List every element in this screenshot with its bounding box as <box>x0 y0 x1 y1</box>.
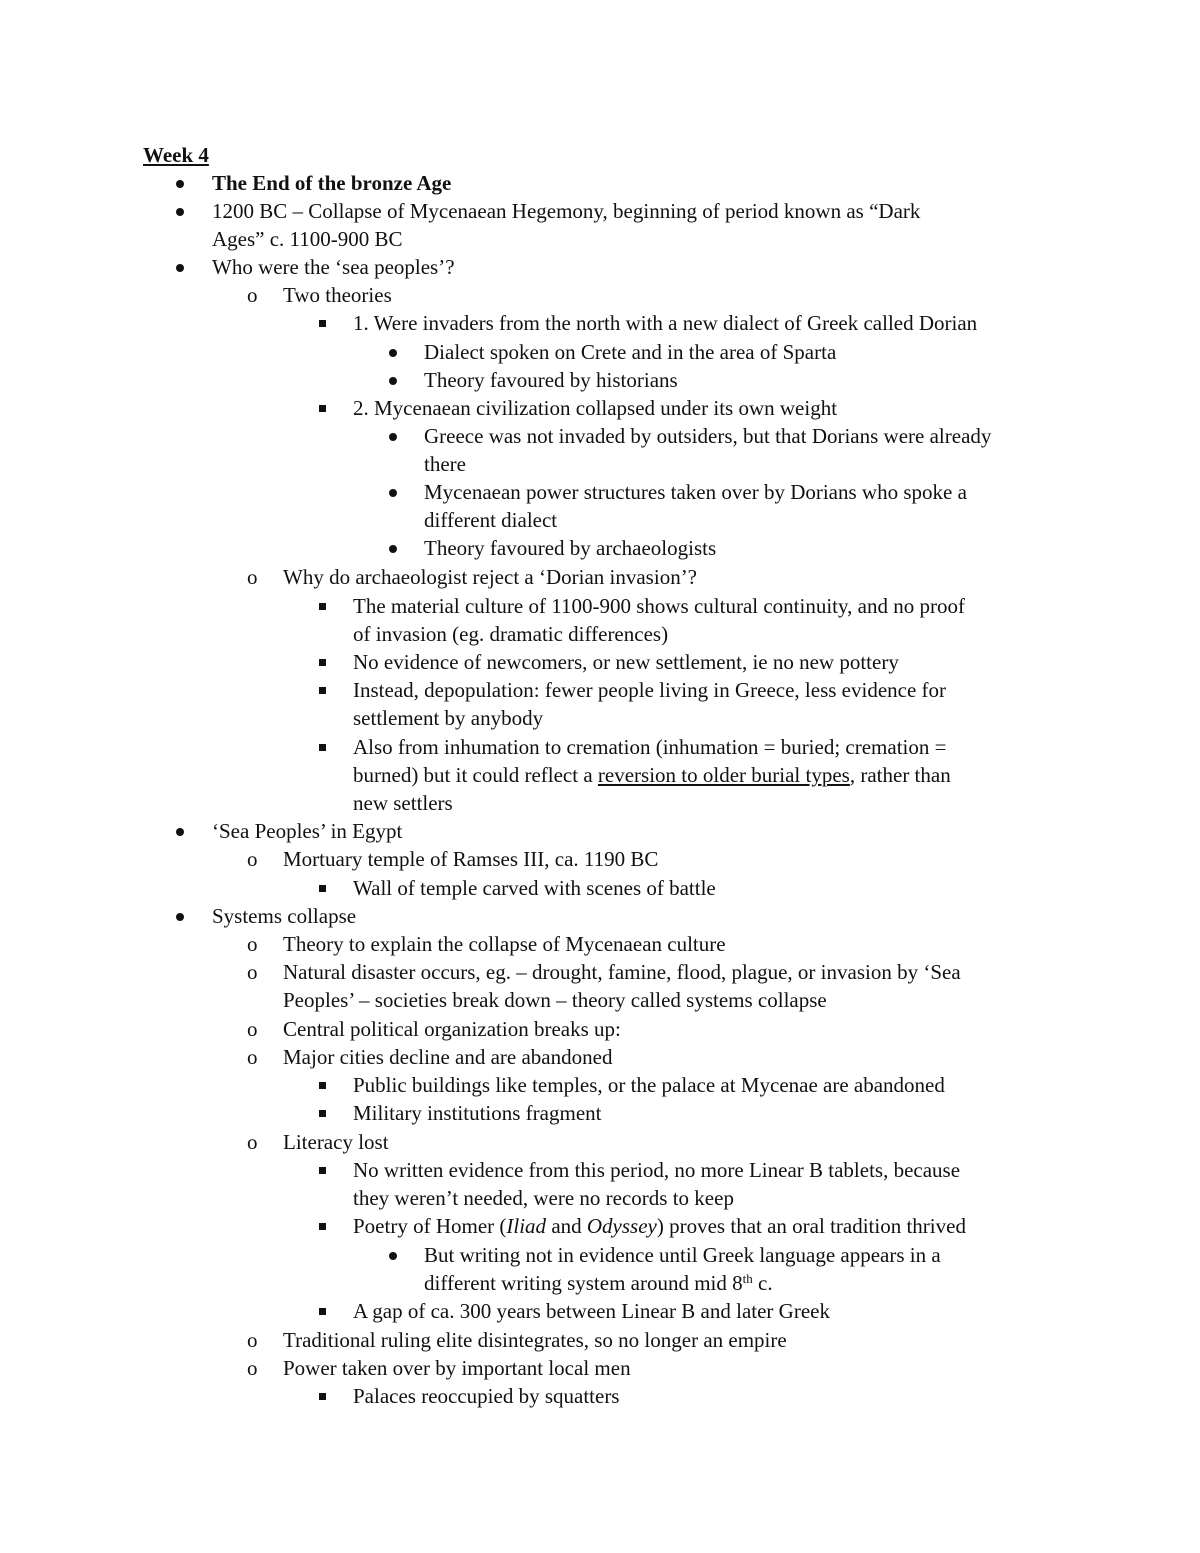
bullet-circle: o <box>247 960 258 984</box>
bullet-square <box>319 1110 326 1117</box>
list-item-continuation <box>353 761 951 789</box>
list-item-continuation: there <box>424 452 466 476</box>
list-item-continuation: settlement by anybody <box>353 706 544 730</box>
text-run: c. <box>752 1271 773 1295</box>
bullet-disc <box>389 433 397 441</box>
list-item: Two theories <box>283 283 392 307</box>
list-item: But writing not in evidence until Greek language appears in a <box>424 1243 941 1267</box>
list-item: Who were the ‘sea peoples’? <box>212 255 455 279</box>
list-item: Theory favoured by historians <box>424 368 678 392</box>
bullet-circle: o <box>247 1356 258 1380</box>
bullet-square <box>319 1308 326 1315</box>
text-run: and <box>546 1214 587 1238</box>
bullet-disc <box>389 1252 397 1260</box>
bullet-square <box>319 405 326 412</box>
bullet-square <box>319 885 326 892</box>
bullet-circle: o <box>247 847 258 871</box>
list-item: Traditional ruling elite disintegrates, so no longer an empire <box>283 1328 787 1352</box>
underlined-phrase: reversion to older burial types <box>597 763 850 787</box>
list-item: Theory to explain the collapse of Mycenaean culture <box>283 932 726 956</box>
list-item-continuation: they weren’t needed, were no records to keep <box>353 1186 734 1210</box>
list-item-continuation <box>424 1269 773 1297</box>
list-item: A gap of ca. 300 years between Linear B and later Greek <box>353 1299 830 1323</box>
list-item: Major cities decline and are abandoned <box>283 1045 613 1069</box>
bullet-circle: o <box>247 1328 258 1352</box>
list-item: Instead, depopulation: fewer people living in Greece, less evidence for <box>353 678 947 702</box>
text-run: burned) but it could reflect a <box>353 763 598 787</box>
list-item: ‘Sea Peoples’ in Egypt <box>212 819 403 843</box>
list-item: Why do archaeologist reject a ‘Dorian invasion’? <box>283 565 698 589</box>
bullet-square <box>319 744 326 751</box>
list-item: Systems collapse <box>212 904 357 928</box>
list-item: Power taken over by important local men <box>283 1356 631 1380</box>
list-item: No evidence of newcomers, or new settlement, ie no new pottery <box>353 650 899 674</box>
list-item: Mortuary temple of Ramses III, ca. 1190 BC <box>283 847 659 871</box>
bullet-circle: o <box>247 1045 258 1069</box>
text-run: Poetry of Homer ( <box>353 1214 507 1238</box>
bullet-disc <box>389 489 397 497</box>
superscript: th <box>742 1271 753 1286</box>
list-item: No written evidence from this period, no more Linear B tablets, because <box>353 1158 961 1182</box>
list-item: 1200 BC – Collapse of Mycenaean Hegemony, beginning of period known as “Dark <box>212 199 921 223</box>
list-item: Public buildings like temples, or the palace at Mycenae are abandoned <box>353 1073 945 1097</box>
italic-title: Iliad <box>506 1214 547 1238</box>
bullet-circle: o <box>247 283 258 307</box>
list-item: The material culture of 1100-900 shows cultural continuity, and no proof <box>353 594 965 618</box>
bullet-square <box>319 1223 326 1230</box>
list-item: Palaces reoccupied by squatters <box>353 1384 620 1408</box>
bullet-square <box>319 687 326 694</box>
bullet-square <box>319 659 326 666</box>
list-item-continuation: of invasion (eg. dramatic differences) <box>353 622 669 646</box>
list-item: Natural disaster occurs, eg. – drought, famine, flood, plague, or invasion by ‘Sea <box>283 960 961 984</box>
bullet-circle: o <box>247 932 258 956</box>
bullet-square <box>319 320 326 327</box>
bullet-disc <box>176 180 184 188</box>
list-item: 2. Mycenaean civilization collapsed under its own weight <box>353 396 838 420</box>
bullet-circle: o <box>247 565 258 589</box>
list-item <box>353 1212 966 1240</box>
bullet-square <box>319 1167 326 1174</box>
list-item-continuation: Ages” c. 1100-900 BC <box>212 227 403 251</box>
bullet-square <box>319 603 326 610</box>
list-item: Central political organization breaks up: <box>283 1017 621 1041</box>
list-item: The End of the bronze Age <box>212 171 452 195</box>
text-run: different writing system around mid 8 <box>424 1271 743 1295</box>
bullet-disc <box>389 349 397 357</box>
bullet-square <box>319 1082 326 1089</box>
bullet-disc <box>176 264 184 272</box>
bullet-disc <box>389 377 397 385</box>
list-item: Also from inhumation to cremation (inhumation = buried; cremation = <box>353 735 947 759</box>
list-item: Wall of temple carved with scenes of battle <box>353 876 716 900</box>
page-title: Week 4 <box>143 143 209 167</box>
list-item-continuation: different dialect <box>424 508 558 532</box>
bullet-disc <box>176 828 184 836</box>
bullet-circle: o <box>247 1017 258 1041</box>
bullet-disc <box>176 208 184 216</box>
list-item: Theory favoured by archaeologists <box>424 536 717 560</box>
text-run: ) proves that an oral tradition thrived <box>656 1214 966 1238</box>
bullet-square <box>319 1393 326 1400</box>
bullet-circle: o <box>247 1130 258 1154</box>
list-item: Military institutions fragment <box>353 1101 602 1125</box>
list-item-continuation: new settlers <box>353 791 453 815</box>
list-item: Dialect spoken on Crete and in the area of Sparta <box>424 340 837 364</box>
italic-title: Odyssey <box>586 1214 657 1238</box>
text-run: , rather than <box>849 763 951 787</box>
list-item: Mycenaean power structures taken over by Dorians who spoke a <box>424 480 967 504</box>
list-item: 1. Were invaders from the north with a new dialect of Greek called Dorian <box>353 311 978 335</box>
list-item: Greece was not invaded by outsiders, but that Dorians were already <box>424 424 992 448</box>
list-item: Literacy lost <box>283 1130 389 1154</box>
list-item-continuation: Peoples’ – societies break down – theory called systems collapse <box>283 988 827 1012</box>
bullet-disc <box>389 545 397 553</box>
bullet-disc <box>176 913 184 921</box>
